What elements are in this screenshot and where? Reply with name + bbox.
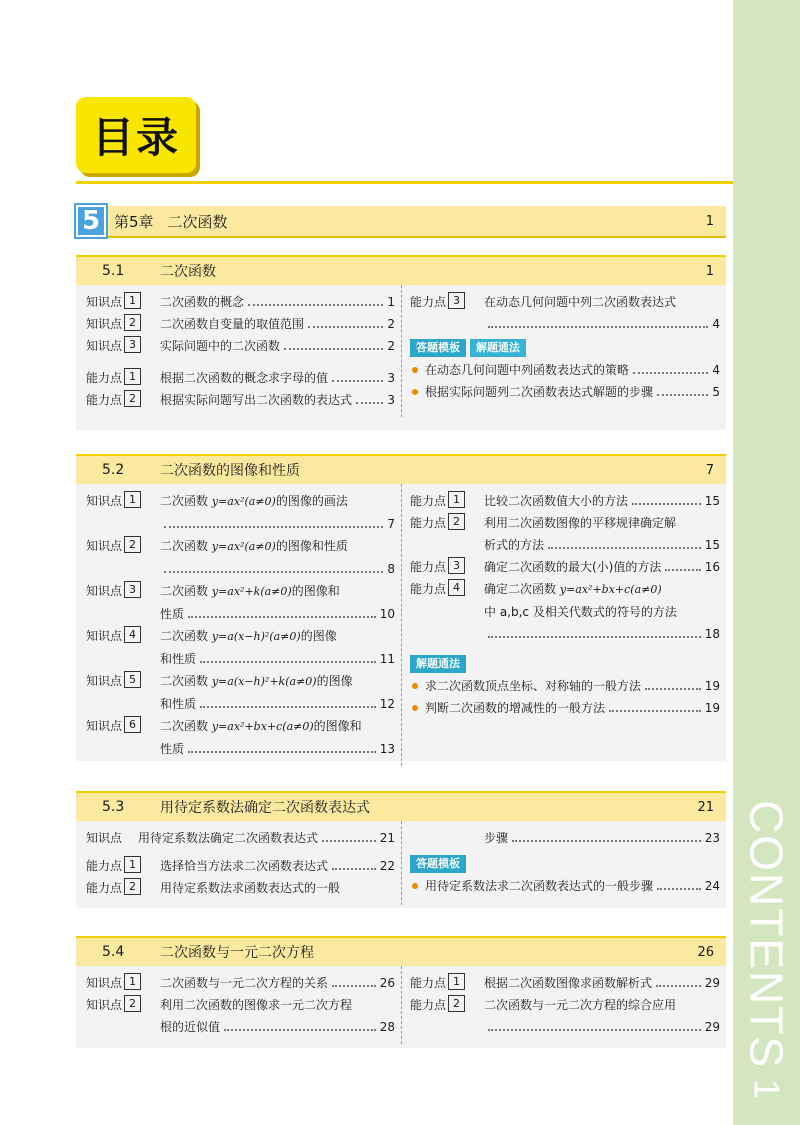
entry-badge: 2 xyxy=(448,995,465,1012)
formula: y=ax²+k(a≠0) xyxy=(211,585,292,598)
method-tag: 解题通法 xyxy=(470,339,526,357)
toc-entry[interactable] xyxy=(86,972,401,994)
section-5-1 xyxy=(76,255,726,430)
template-tags xyxy=(410,855,726,873)
entry-badge: 3 xyxy=(448,557,465,574)
entry-title: 二次函数的概念 xyxy=(160,295,245,309)
toc-entry[interactable] xyxy=(86,625,401,670)
toc-entry-continued[interactable] xyxy=(410,827,726,849)
entry-badge: 3 xyxy=(124,581,141,598)
formula: y=ax²(a≠0) xyxy=(211,540,276,553)
section-header[interactable] xyxy=(76,454,726,484)
entry-badge: 1 xyxy=(448,491,465,508)
entry-page: 29 xyxy=(704,1020,720,1034)
entry-page: 28 xyxy=(379,1020,395,1034)
section-header[interactable] xyxy=(76,255,726,285)
section-5-4 xyxy=(76,936,726,1048)
entry-page: 16 xyxy=(704,560,720,574)
entry-tag: 知识点 xyxy=(86,976,123,990)
entry-page: 23 xyxy=(704,831,720,845)
entry-title: 二次函数 xyxy=(160,629,209,643)
answer-template-tag: 答题模板 xyxy=(410,855,466,873)
toc-entry[interactable] xyxy=(410,291,726,335)
entry-tag: 能力点 xyxy=(410,560,447,574)
entry-tag: 知识点 xyxy=(86,584,123,598)
entry-page: 15 xyxy=(704,494,720,508)
left-column xyxy=(76,285,401,417)
entry-title: 根据二次函数的概念求字母的值 xyxy=(160,371,329,385)
section-number: 5.3 xyxy=(102,799,125,815)
bullet-entry[interactable] xyxy=(410,875,726,897)
entry-page: 26 xyxy=(379,976,395,990)
formula: y=a(x−h)²+k(a≠0) xyxy=(211,675,317,688)
section-page: 26 xyxy=(697,944,714,960)
entry-title: 根据实际问题写出二次函数的表达式 xyxy=(160,393,353,407)
chapter-header[interactable] xyxy=(76,206,726,238)
toc-entry[interactable] xyxy=(86,670,401,715)
entry-title-cont: 和性质 xyxy=(160,697,197,711)
bullet-dot-icon xyxy=(412,367,418,373)
toc-entry[interactable] xyxy=(86,994,401,1038)
entry-badge: 1 xyxy=(124,973,141,990)
entry-tag: 能力点 xyxy=(410,998,447,1012)
entry-tag: 能力点 xyxy=(410,295,447,309)
toc-entry[interactable] xyxy=(86,855,401,877)
page-title-box xyxy=(76,97,196,173)
entry-tag: 能力点 xyxy=(410,976,447,990)
entry-page: 2 xyxy=(387,339,395,353)
template-tags xyxy=(410,655,726,673)
entry-page: 15 xyxy=(704,538,720,552)
entry-tag: 知识点 xyxy=(86,317,123,331)
entry-page: 5 xyxy=(712,385,720,399)
entry-badge: 2 xyxy=(124,995,141,1012)
page-title: 目录 xyxy=(91,113,180,162)
entry-badge: 2 xyxy=(124,536,141,553)
entry-title-cont: 中 a,b,c 及相关代数式的符号的方法 xyxy=(484,605,677,619)
entry-tag: 知识点 xyxy=(86,674,123,688)
entry-badge: 4 xyxy=(124,626,141,643)
bullet-dot-icon xyxy=(412,389,418,395)
entry-badge: 1 xyxy=(448,973,465,990)
bullet-entry[interactable] xyxy=(410,675,726,697)
entry-page: 2 xyxy=(387,317,395,331)
entry-page: 29 xyxy=(704,976,720,990)
entry-badge: 4 xyxy=(448,579,465,596)
entry-title-cont: 和性质 xyxy=(160,652,197,666)
chapter-title: 二次函数 xyxy=(167,212,228,231)
toc-entry[interactable] xyxy=(86,367,401,389)
entry-badge: 3 xyxy=(448,292,465,309)
section-header[interactable] xyxy=(76,791,726,821)
section-5-2 xyxy=(76,454,726,761)
entry-tag: 知识点 xyxy=(86,339,123,353)
entry-title-end: 的图像的画法 xyxy=(275,494,348,508)
bullet-title: 用待定系数法求二次函数表达式的一般步骤 xyxy=(425,879,654,893)
toc-entry[interactable] xyxy=(410,578,726,645)
entry-tag: 能力点 xyxy=(410,582,447,596)
entry-title: 在动态几何问题中列二次函数表达式 xyxy=(484,295,677,309)
section-page: 1 xyxy=(705,263,714,279)
entry-title: 确定二次函数的最大(小)值的方法 xyxy=(484,560,662,574)
template-tags xyxy=(410,339,726,357)
formula: y=ax²+bx+c(a≠0) xyxy=(211,720,314,733)
entry-page: 11 xyxy=(379,652,395,666)
entry-page: 3 xyxy=(387,393,395,407)
toc-entry[interactable] xyxy=(86,335,401,357)
bullet-entry[interactable] xyxy=(410,381,726,403)
formula: y=ax²(a≠0) xyxy=(211,495,276,508)
entry-page: 12 xyxy=(379,697,395,711)
right-column xyxy=(401,821,726,905)
entry-title-cont: 步骤 xyxy=(484,831,509,845)
entry-tag: 知识点 xyxy=(86,295,123,309)
section-title: 二次函数与一元二次方程 xyxy=(160,945,314,961)
entry-page: 22 xyxy=(379,859,395,873)
toc-entry[interactable] xyxy=(86,313,401,335)
contents-word: CONTENTS xyxy=(740,800,793,1069)
answer-template-tag: 答题模板 xyxy=(410,339,466,357)
section-page: 7 xyxy=(705,462,714,478)
entry-title: 比较二次函数值大小的方法 xyxy=(484,494,629,508)
entry-title: 利用二次函数图像的平移规律确定解 xyxy=(484,516,677,530)
entry-badge: 2 xyxy=(448,513,465,530)
section-number: 5.1 xyxy=(102,263,125,279)
entry-badge: 5 xyxy=(124,671,141,688)
entry-tag: 知识点 xyxy=(86,831,123,845)
entry-page: 4 xyxy=(712,317,720,331)
formula: y=ax²+bx+c(a≠0) xyxy=(559,583,662,596)
entry-badge: 2 xyxy=(124,314,141,331)
bullet-title: 根据实际问题列二次函数表达式解题的步骤 xyxy=(425,385,654,399)
entry-title-end: 的图像和性质 xyxy=(275,539,348,553)
bullet-entry[interactable] xyxy=(410,359,726,381)
entry-tag: 知识点 xyxy=(86,629,123,643)
section-page: 21 xyxy=(697,799,714,815)
entry-title: 用待定系数法确定二次函数表达式 xyxy=(138,831,319,845)
entry-page: 24 xyxy=(704,879,720,893)
chapter-number-icon: 5 xyxy=(76,205,106,237)
entry-tag: 知识点 xyxy=(86,494,123,508)
entry-title: 确定二次函数 xyxy=(484,582,557,596)
left-column xyxy=(76,821,401,905)
entry-tag: 能力点 xyxy=(86,371,123,385)
entry-title: 二次函数 xyxy=(160,539,209,553)
entry-page: 7 xyxy=(387,517,395,531)
entry-title: 二次函数 xyxy=(160,674,209,688)
entry-tag: 能力点 xyxy=(410,516,447,530)
bullet-title: 判断二次函数的增减性的一般方法 xyxy=(425,701,606,715)
toc-entry[interactable] xyxy=(86,580,401,625)
toc-entry[interactable] xyxy=(410,994,726,1038)
section-title: 二次函数的图像和性质 xyxy=(160,463,300,479)
toc-entry[interactable] xyxy=(86,535,401,580)
entry-title-cont: 性质 xyxy=(160,742,185,756)
entry-page: 19 xyxy=(704,701,720,715)
entry-title: 二次函数 xyxy=(160,494,209,508)
entry-title-end: 的图像 xyxy=(316,674,353,688)
entry-title-end: 的图像和 xyxy=(313,719,362,733)
toc-entry[interactable] xyxy=(86,715,401,760)
entry-page: 4 xyxy=(712,363,720,377)
left-column xyxy=(76,484,401,766)
toc-entry[interactable] xyxy=(86,877,401,899)
toc-entry[interactable] xyxy=(86,291,401,313)
bullet-title: 求二次函数顶点坐标、对称轴的一般方法 xyxy=(425,679,642,693)
bullet-entry[interactable] xyxy=(410,697,726,719)
entry-page: 10 xyxy=(379,607,395,621)
entry-tag: 知识点 xyxy=(86,998,123,1012)
bullet-dot-icon xyxy=(412,705,418,711)
title-divider xyxy=(76,181,733,184)
entry-badge: 2 xyxy=(124,878,141,895)
entry-tag: 能力点 xyxy=(86,393,123,407)
entry-tag: 能力点 xyxy=(410,494,447,508)
entry-badge: 1 xyxy=(124,491,141,508)
left-column xyxy=(76,966,401,1044)
entry-title: 利用二次函数的图像求一元二次方程 xyxy=(160,998,353,1012)
entry-title-cont: 析式的方法 xyxy=(484,538,545,552)
entry-title: 二次函数与一元二次方程的关系 xyxy=(160,976,329,990)
entry-title-end: 的图像 xyxy=(300,629,337,643)
right-column xyxy=(401,484,726,766)
section-header[interactable] xyxy=(76,936,726,966)
formula: y=a(x−h)²(a≠0) xyxy=(211,630,301,643)
entry-badge: 6 xyxy=(124,716,141,733)
toc-entry[interactable] xyxy=(410,490,726,512)
entry-page: 8 xyxy=(387,562,395,576)
entry-page: 19 xyxy=(704,679,720,693)
toc-entry[interactable] xyxy=(86,389,401,411)
entry-badge: 1 xyxy=(124,368,141,385)
entry-tag: 知识点 xyxy=(86,719,123,733)
entry-title: 选择恰当方法求二次函数表达式 xyxy=(160,859,329,873)
entry-tag: 知识点 xyxy=(86,539,123,553)
entry-page: 13 xyxy=(379,742,395,756)
entry-tag: 能力点 xyxy=(86,881,123,895)
section-title: 用待定系数法确定二次函数表达式 xyxy=(160,800,370,816)
entry-page: 3 xyxy=(387,371,395,385)
entry-badge: 1 xyxy=(124,292,141,309)
bullet-dot-icon xyxy=(412,883,418,889)
entry-title: 二次函数自变量的取值范围 xyxy=(160,317,305,331)
right-column xyxy=(401,966,726,1044)
section-number: 5.4 xyxy=(102,944,125,960)
entry-title: 根据二次函数图像求函数解析式 xyxy=(484,976,653,990)
toc-entry[interactable] xyxy=(410,556,726,578)
entry-title: 用待定系数法求函数表达式的一般 xyxy=(160,881,341,895)
method-tag: 解题通法 xyxy=(410,655,466,673)
bullet-title: 在动态几何问题中列函数表达式的策略 xyxy=(425,363,630,377)
toc-entry[interactable] xyxy=(86,827,401,849)
right-column xyxy=(401,285,726,417)
entry-badge: 2 xyxy=(124,390,141,407)
entry-page: 1 xyxy=(387,295,395,309)
entry-title: 二次函数与一元二次方程的综合应用 xyxy=(484,998,677,1012)
side-label xyxy=(738,800,795,1100)
entry-badge: 3 xyxy=(124,336,141,353)
chapter-label: 第5章 xyxy=(114,212,154,231)
toc-entry[interactable] xyxy=(410,972,726,994)
entry-title: 实际问题中的二次函数 xyxy=(160,339,281,353)
section-number: 5.2 xyxy=(102,462,125,478)
entry-title-cont: 根的近似值 xyxy=(160,1020,221,1034)
entry-title-end: 的图像和 xyxy=(291,584,340,598)
entry-tag: 能力点 xyxy=(86,859,123,873)
toc-entry[interactable] xyxy=(86,490,401,535)
page-number: 1 xyxy=(746,1079,788,1100)
toc-entry[interactable] xyxy=(410,512,726,556)
entry-title-cont: 性质 xyxy=(160,607,185,621)
entry-page: 21 xyxy=(379,831,395,845)
entry-title: 二次函数 xyxy=(160,584,209,598)
entry-page: 18 xyxy=(704,627,720,641)
section-title: 二次函数 xyxy=(160,264,216,280)
section-5-3 xyxy=(76,791,726,908)
bullet-dot-icon xyxy=(412,683,418,689)
entry-title: 二次函数 xyxy=(160,719,209,733)
entry-badge: 1 xyxy=(124,856,141,873)
chapter-page: 1 xyxy=(705,213,714,229)
